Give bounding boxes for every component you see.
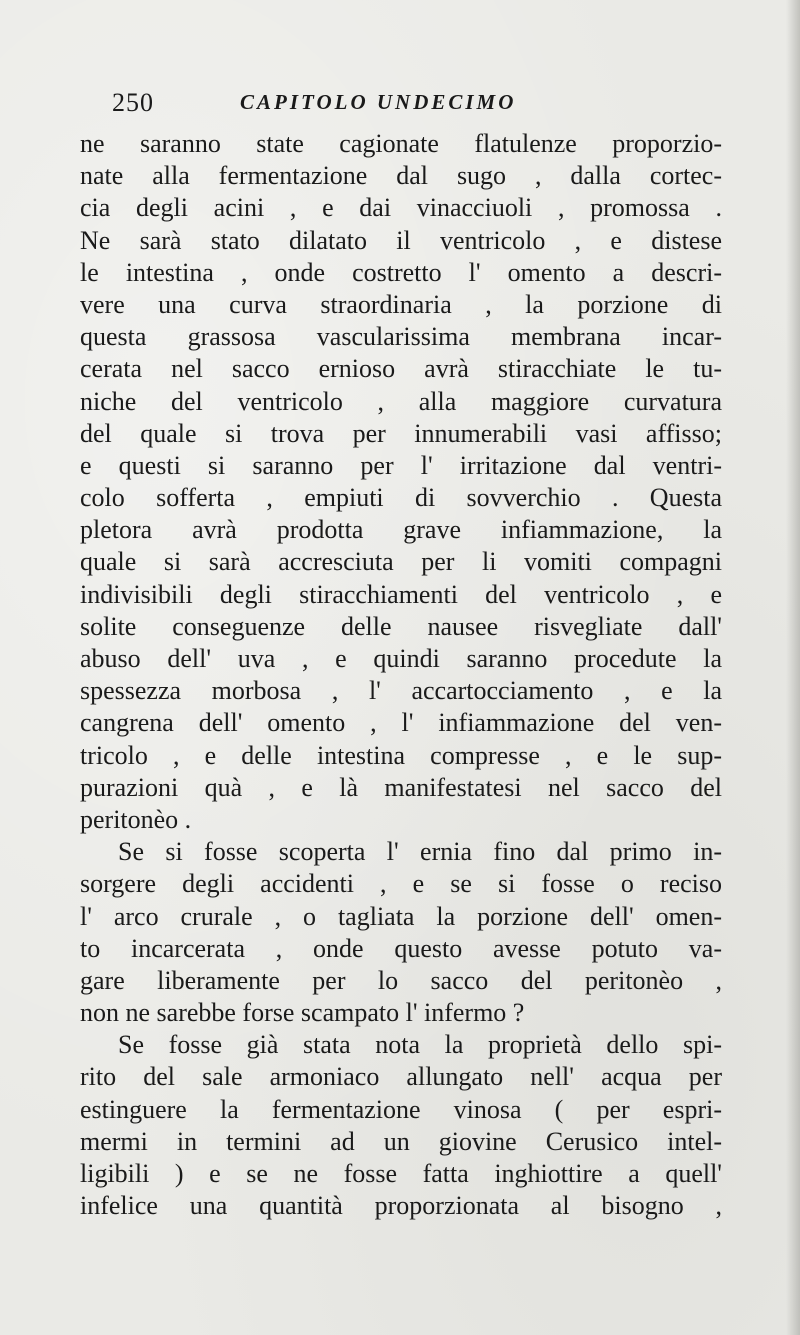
text-line: le intestina , onde costretto l' omento a descri- [80,257,722,287]
text-line: l' arco crurale , o tagliata la porzione dell' omen- [80,901,722,931]
text-line: cangrena dell' omento , l' infiammazione del ven- [80,708,722,738]
text-line: cia degli acini , e dai vinacciuoli , promossa . [80,193,722,223]
text-line: vere una curva straordinaria , la porzione di [80,289,722,319]
text-line: questa grassosa vascularissima membrana incar- [80,322,722,352]
text-line: Se si fosse scoperta l' ernia fino dal primo in- [118,837,722,867]
text-line: mermi in termini ad un giovine Cerusico intel- [80,1126,722,1156]
text-line: non ne sarebbe forse scampato l' infermo ? [80,998,525,1028]
text-line: abuso dell' uva , e quindi saranno procedute la [80,644,722,673]
text-line: pletora avrà prodotta grave infiammazione, la [80,515,722,545]
text-line: e questi si saranno per l' irritazione dal ventri- [80,450,722,480]
text-line: infelice una quantità proporzionata al bisogno , [80,1191,722,1221]
text-line: sorgere degli accidenti , e se si fosse o reciso [80,869,722,899]
text-line: nate alla fermentazione dal sugo , dalla cortec- [80,161,722,191]
text-line: quale si sarà accresciuta per li vomiti compagni [80,547,722,577]
text-line: colo sofferta , empiuti di sovverchio . Questa [80,483,722,513]
text-line: peritonèo . [80,804,192,834]
text-line: spessezza morbosa , l' accartocciamento , e la [80,676,722,706]
text-line: ligibili ) e se ne fosse fatta inghiottire a quell' [80,1159,722,1188]
text-line: gare liberamente per lo sacco del peritonèo , [80,965,722,995]
text-line: Se fosse già stata nota la proprietà dello spi- [118,1030,722,1060]
text-line: purazioni quà , e là manifestatesi nel sacco del [80,772,722,802]
text-line: niche del ventricolo , alla maggiore curvatura [80,386,722,416]
body-text [80,128,722,1222]
text-line: ne saranno state cagionate flatulenze proporzio- [80,129,722,158]
text-line: tricolo , e delle intestina compresse , e le sup- [80,740,722,770]
text-line: rito del sale armoniaco allungato nell' acqua per [80,1062,722,1092]
text-line: cerata nel sacco ernioso avrà stiracchiate le tu- [80,354,722,384]
running-head: CAPITOLO UNDECIMO [240,90,517,114]
text-line: del quale si trova per innumerabili vasi affisso; [80,418,722,448]
page-header [0,86,800,126]
text-line: estinguere la fermentazione vinosa ( per espri- [80,1094,722,1124]
text-line: to incarcerata , onde questo avesse potuto va- [80,933,722,963]
text-line: indivisibili degli stiracchiamenti del ventricolo , e [80,579,722,609]
page-edge-shadow [786,0,800,1335]
page-number: 250 [112,88,154,117]
text-line: Ne sarà stato dilatato il ventricolo , e distese [80,225,722,255]
text-line: solite conseguenze delle nausee risvegliate dall' [80,611,722,641]
